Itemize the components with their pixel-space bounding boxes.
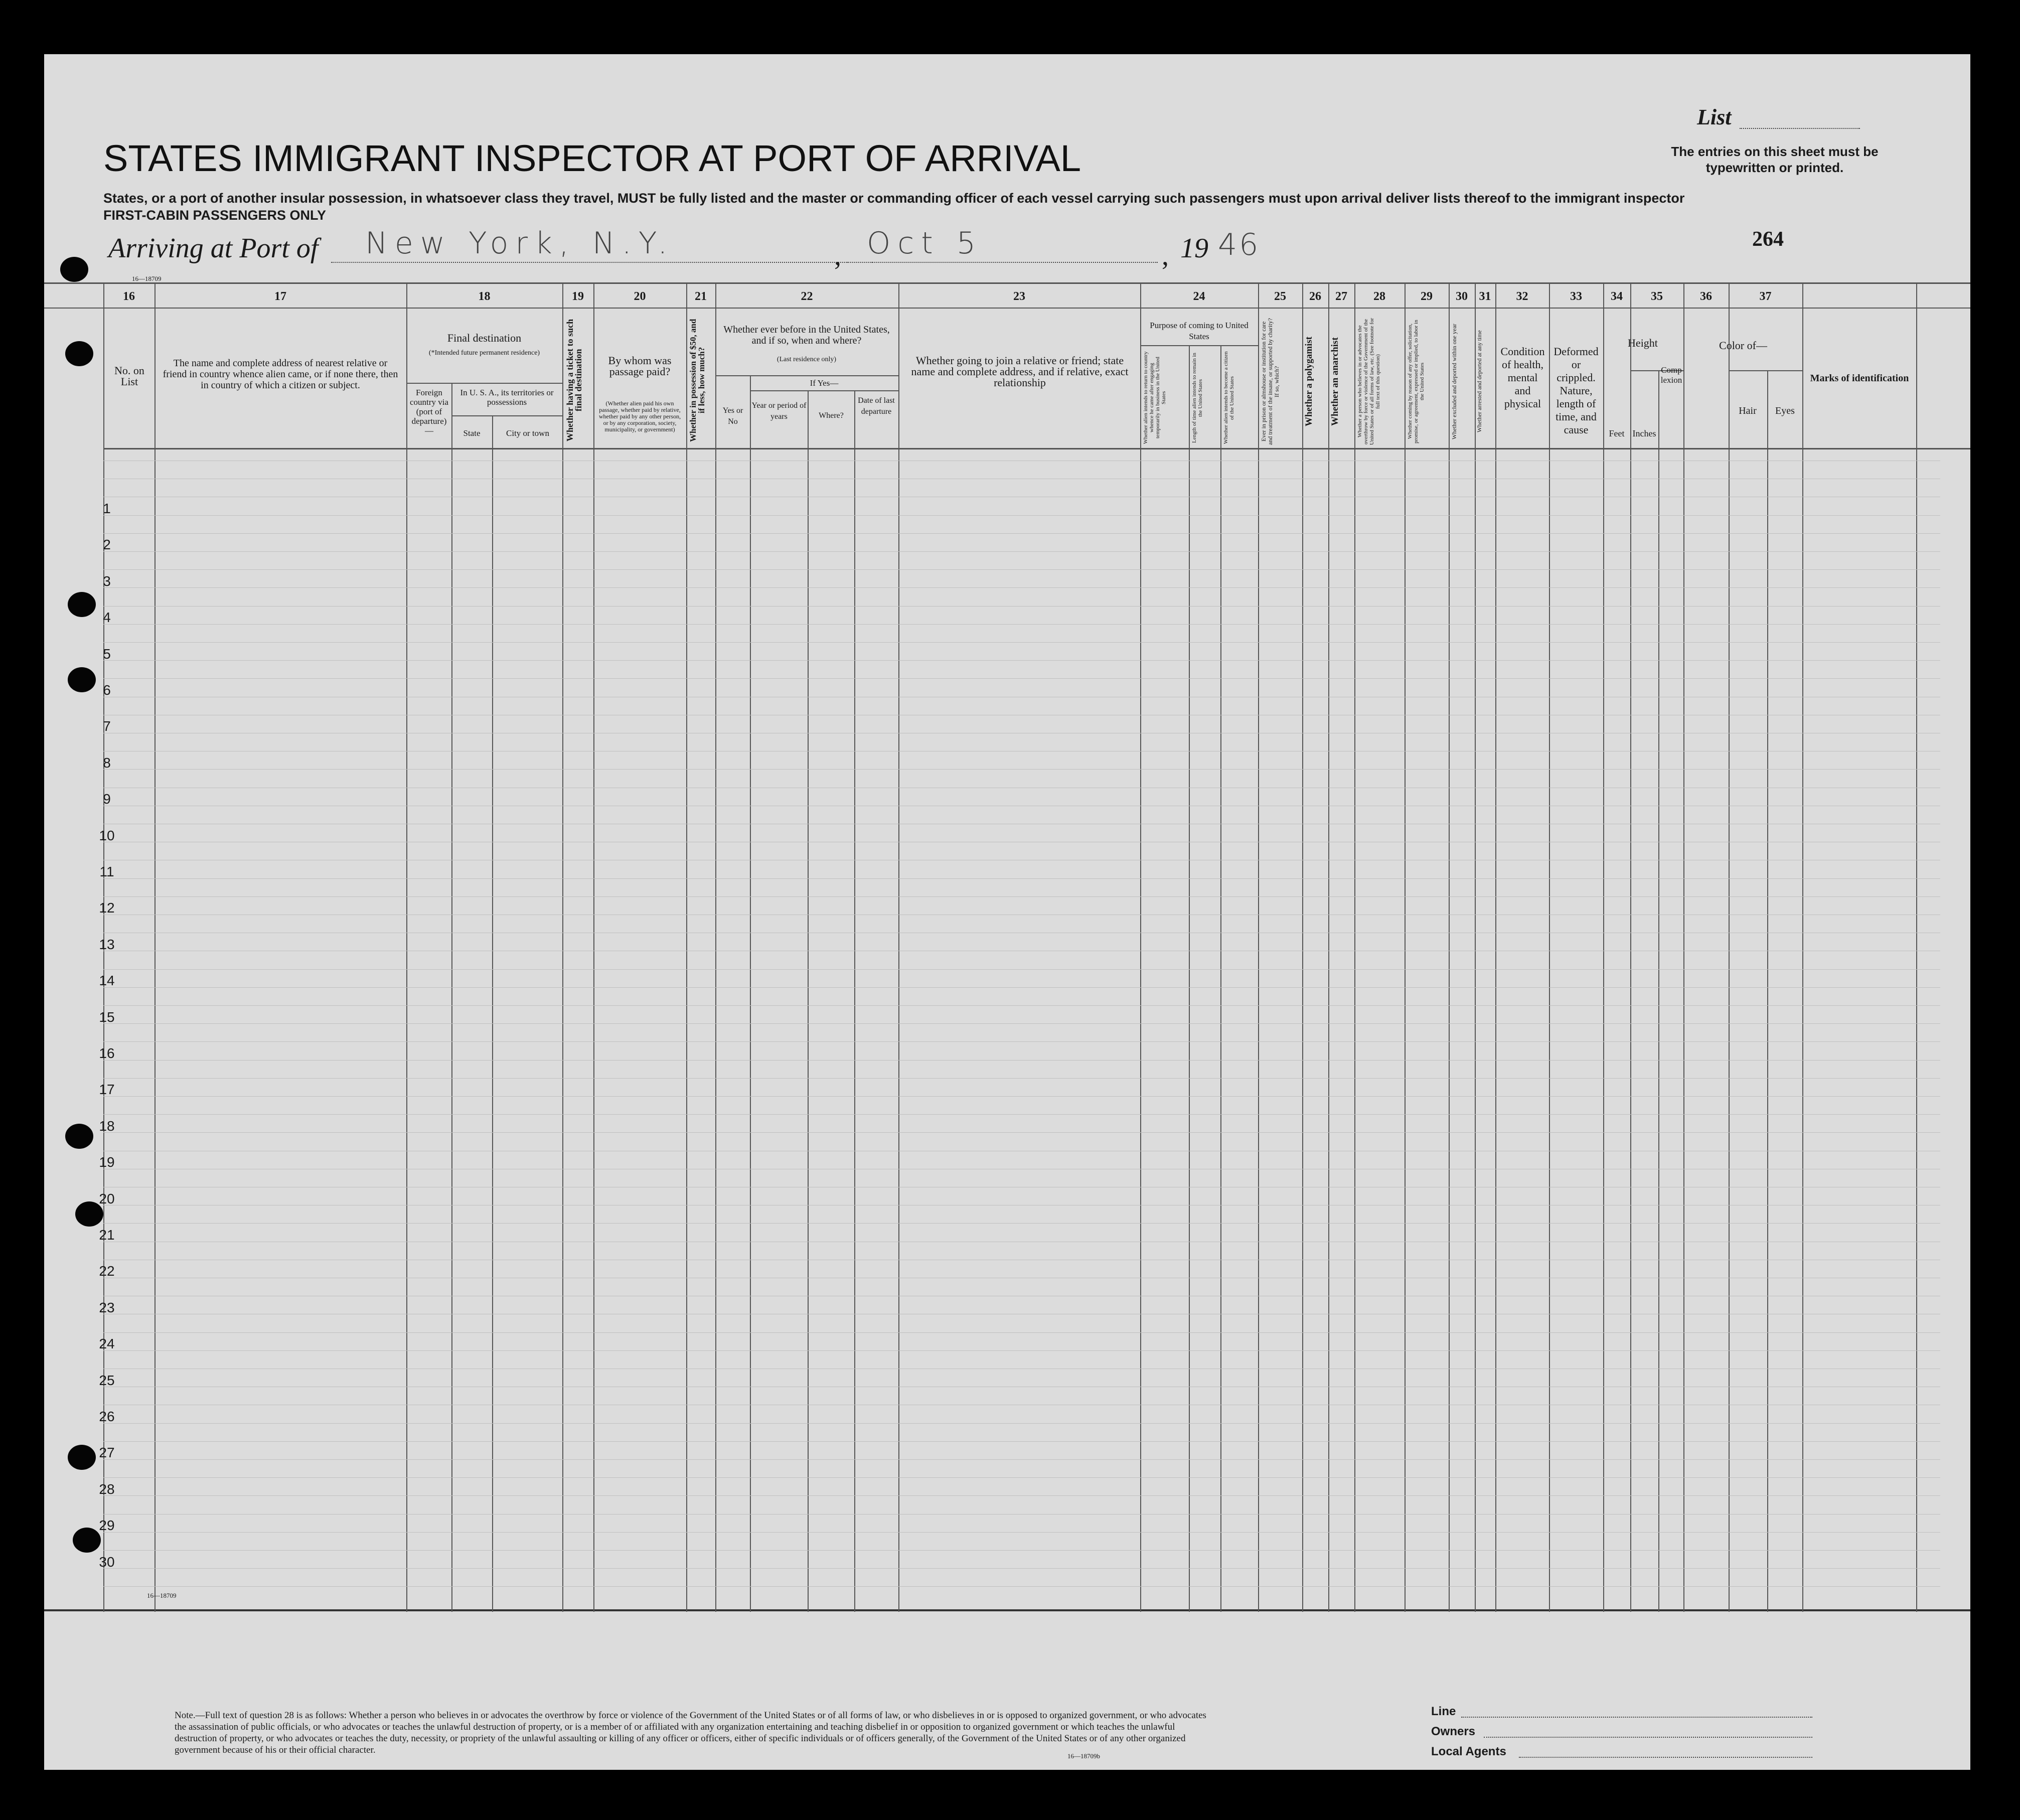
row-rule [103, 1132, 1940, 1133]
colnum-31: 31 [1479, 290, 1491, 303]
row-rule [103, 1495, 1940, 1496]
hdr-excluded: Whether excluded and deported within one year [1451, 324, 1458, 439]
row-rule [103, 551, 1940, 552]
colnum-19: 19 [572, 290, 584, 303]
row-number: 30 [99, 1554, 115, 1570]
col-line [1189, 345, 1190, 1612]
hdr-ticket: Whether having a ticket to such final destination [565, 319, 583, 442]
col-line [1220, 345, 1221, 1612]
colnum-24: 24 [1193, 290, 1205, 303]
col-line [750, 375, 751, 1612]
colnum-35: 35 [1651, 290, 1663, 303]
row-number: 3 [103, 573, 111, 589]
row-rule [103, 1114, 1940, 1115]
local-agents-label: Local Agents [1431, 1745, 1506, 1758]
col-line [406, 282, 407, 1612]
colnum-23: 23 [1013, 290, 1025, 303]
hdr-final-destination: Final destination [447, 332, 522, 344]
list-label: List [1697, 105, 1732, 129]
port-handwritten: New York, N.Y. [365, 226, 675, 261]
row-rule [103, 515, 1940, 516]
sub-rule [451, 415, 562, 416]
hdr-nearest-relative: The name and complete address of nearest relative or friend in country whence alien came, or if none there, then in country of which a citizen or subject. [163, 358, 398, 391]
hdr-passage-paid: By whom was passage paid? [608, 354, 672, 378]
row-rule [103, 1441, 1940, 1442]
colnum-32: 32 [1516, 290, 1528, 303]
row-number: 14 [99, 973, 115, 988]
line-label: Line [1431, 1705, 1456, 1718]
col-line [562, 282, 563, 1612]
col-line [1475, 282, 1476, 1612]
col-line [686, 282, 687, 1612]
punch-hole [65, 341, 93, 366]
local-agents-field[interactable] [1519, 1756, 1812, 1758]
row-number: 24 [99, 1336, 115, 1351]
row-rule [103, 1350, 1940, 1351]
col-line [1328, 282, 1329, 1612]
hdr-purpose-return: Whether alien intends to return to country whence he came after engaging temporarily in business in the United States [1143, 351, 1167, 444]
owners-field[interactable] [1484, 1736, 1812, 1738]
hdr-date-departure: Date of last departure [858, 396, 895, 416]
row-number: 12 [99, 900, 115, 916]
colnum-30: 30 [1456, 290, 1468, 303]
entries-note: The entries on this sheet must be typewritten or printed. [1671, 144, 1879, 175]
punch-hole [68, 592, 96, 617]
instruction-line-1: States, or a port of another insular possession, in whatsoever class they travel, MUST be fully listed and the master or commanding officer of each vessel carrying such passengers must upon arrival deliver lists thereof to the immigrant inspector [103, 191, 1685, 206]
hdr-hair: Hair [1739, 405, 1757, 416]
col-line [1495, 282, 1496, 1612]
col-line [1658, 370, 1659, 1612]
hdr-no-on-list: No. on List [114, 364, 144, 388]
hdr-arrested: Whether arrested and deported at any time [1476, 330, 1483, 433]
hdr-passage-paid-sub: (Whether alien paid his own passage, whether paid by relative, whether paid by any other person, or by any corporation, society, municipality, or government) [598, 400, 681, 433]
row-number: 25 [99, 1373, 115, 1388]
row-rule [103, 969, 1940, 970]
row-rule [103, 1568, 1940, 1569]
row-number: 4 [103, 610, 111, 625]
row-number: 29 [99, 1518, 115, 1533]
row-number: 5 [103, 646, 111, 662]
col-line [808, 390, 809, 1612]
year-prefix: 19 [1180, 233, 1208, 264]
hdr-purpose-citizen: Whether alien intends to become a citizen of the United States [1223, 351, 1235, 444]
arriving-label: Arriving at Port of [108, 233, 319, 264]
row-number: 2 [103, 537, 111, 552]
col-line [154, 282, 156, 1612]
col-line [1729, 282, 1730, 1612]
row-rule [103, 1586, 1940, 1587]
sub-rule [715, 375, 898, 376]
hdr-years: Year or period of years [751, 401, 807, 421]
row-number: 27 [99, 1445, 115, 1460]
sub-rule [1140, 345, 1258, 346]
row-number: 21 [99, 1227, 115, 1243]
row-number: 26 [99, 1409, 115, 1424]
row-rule [103, 1477, 1940, 1478]
colnum-34: 34 [1611, 290, 1623, 303]
form-code: 16—18709 [132, 275, 162, 282]
year-handwritten: 46 [1218, 227, 1261, 262]
manifest-sheet [44, 54, 1970, 1770]
instruction-line-2: FIRST-CABIN PASSENGERS ONLY [103, 208, 327, 223]
punch-hole [75, 1201, 103, 1227]
owners-label: Owners [1431, 1725, 1476, 1738]
colnum-37: 37 [1759, 290, 1772, 303]
row-rule [103, 1332, 1940, 1333]
col-line [1354, 282, 1355, 1612]
punch-hole [68, 667, 96, 692]
row-number: 6 [103, 682, 111, 698]
row-rule [103, 1041, 1940, 1042]
comma-2: , [1162, 240, 1169, 271]
row-rule [103, 1023, 1940, 1024]
hdr-inches-label: Inches [1632, 428, 1656, 438]
hdr-marks: Marks of identification [1810, 373, 1909, 384]
col-line [854, 390, 855, 1612]
punch-hole [68, 1445, 96, 1470]
col-line [1302, 282, 1303, 1612]
footnote-code: 16—18709b [1067, 1752, 1100, 1760]
colnum-33: 33 [1570, 290, 1582, 303]
row-number: 19 [99, 1154, 115, 1170]
row-rule [103, 1423, 1940, 1424]
row-rule [103, 569, 1940, 570]
hdr-purpose-length: Length of time alien intends to remain in the United States [1191, 353, 1203, 443]
row-number: 18 [99, 1118, 115, 1134]
date-handwritten: Oct 5 [867, 226, 983, 261]
colnum-rule [44, 308, 1970, 309]
row-rule [103, 678, 1940, 679]
row-rule [103, 1096, 1940, 1097]
table-bottom-rule [44, 1609, 1970, 1611]
comma: , [834, 240, 841, 271]
punch-hole [65, 1124, 93, 1149]
hdr-overthrow: Whether a person who believes in or advocates the overthrow by force or violence of the Government of the United States or of all forms of law, etc. (See footnote for full text of this question) [1357, 318, 1381, 445]
list-field[interactable] [1740, 127, 1860, 129]
row-number: 20 [99, 1191, 115, 1206]
row-number: 23 [99, 1300, 115, 1315]
row-rule [103, 1078, 1940, 1079]
col-line [1916, 282, 1917, 1612]
footnote: Note.—Full text of question 28 is as follows: Whether a person who believes in or advocates the overthrow by force or violence of the Government of the United States or of all forms of law, or who disbelieves in or is opposed to organized government, or who advocates the assassination of public officials, or who advocates or teaches the unlawful destruction of property, or is a member of or affiliated with any organization entertaining and teaching disbelief in or opposition to organized government or which teaches the unlawful destruction of property, or who advocates or teaches the duty, necessity, or propriety of the unlawful assaulting or killing of any officer or officers, either of specific individuals or of officers generally, of the Government of the United States or of any other organized government because of his or their official character. [175, 1710, 1206, 1755]
col-line [1603, 282, 1604, 1612]
row-rule [103, 1532, 1940, 1533]
row-rule [103, 1459, 1940, 1460]
punch-hole [60, 257, 88, 282]
hdr-where: Where? [819, 411, 844, 420]
row-rule [103, 1223, 1940, 1224]
row-rule [103, 1005, 1940, 1006]
hdr-ever-before: Whether ever before in the United States, and if so, when and where? [723, 324, 890, 346]
row-number: 1 [103, 501, 111, 516]
col-line [1683, 282, 1684, 1612]
hdr-eyes: Eyes [1775, 405, 1795, 416]
col-line [1449, 282, 1450, 1612]
hdr-foreign-country: Foreign country via (port of departure)— [410, 388, 448, 435]
colnum-17: 17 [274, 290, 286, 303]
row-rule [103, 587, 1940, 588]
header-bottom-rule [103, 448, 1970, 449]
col-line [715, 282, 716, 1612]
table-top-rule [44, 282, 1970, 284]
colnum-22: 22 [801, 290, 813, 303]
row-number: 17 [99, 1082, 115, 1097]
col-line [593, 282, 594, 1612]
hdr-prison: Ever in prison or almshouse or institution for care and treatment of the insane, or supported by charity? If so, which? [1260, 318, 1280, 445]
colnum-18: 18 [478, 290, 491, 303]
row-number: 22 [99, 1263, 115, 1279]
row-rule [103, 533, 1940, 534]
hdr-complexion: Complexion [1660, 365, 1682, 385]
bottom-form-code: 16—18709 [147, 1592, 177, 1599]
colnum-27: 27 [1335, 290, 1347, 303]
hdr-deformed: Deformed or crippled. Nature, length of time, and cause [1553, 345, 1599, 436]
sub-rule [1729, 370, 1802, 371]
colnum-21: 21 [695, 290, 707, 303]
hdr-height: Height [1628, 337, 1658, 349]
date-field[interactable] [847, 261, 1158, 263]
hdr-color-of: Color of— [1719, 339, 1767, 352]
hdr-in-usa: In U. S. A., its territories or possessions [460, 388, 554, 407]
row-rule [103, 1550, 1940, 1551]
row-number: 13 [99, 937, 115, 952]
row-number: 15 [99, 1009, 115, 1025]
sheet-number: 264 [1752, 228, 1784, 251]
row-rule [103, 660, 1940, 661]
row-number: 8 [103, 755, 111, 771]
line-field[interactable] [1461, 1716, 1812, 1718]
col-line [1140, 282, 1141, 1612]
colnum-36: 36 [1700, 290, 1712, 303]
row-rule [103, 878, 1940, 879]
row-rule [103, 896, 1940, 897]
row-number: 16 [99, 1045, 115, 1061]
hdr-fifty-dollars: Whether in possession of $50, and if less, how much? [688, 319, 706, 442]
hdr-ever-before-sub: (Last residence only) [776, 356, 837, 363]
row-number: 10 [99, 828, 115, 843]
colnum-26: 26 [1309, 290, 1321, 303]
hdr-join-relative: Whether going to join a relative or friend; state name and complete address, and if relative, exact relationship [911, 354, 1129, 389]
row-rule [103, 769, 1940, 770]
col-line [1258, 282, 1259, 1612]
row-number: 28 [99, 1481, 115, 1497]
row-number: 11 [99, 864, 114, 879]
page-title: STATES IMMIGRANT INSPECTOR AT PORT OF ARRIVAL [103, 137, 1081, 179]
col-line [492, 415, 493, 1612]
col-line [1767, 370, 1768, 1612]
punch-hole [73, 1528, 101, 1553]
hdr-feet [1605, 445, 1655, 511]
hdr-health: Condition of health, mental and physical [1500, 345, 1545, 410]
hdr-if-yes: If Yes— [810, 378, 839, 388]
row-number: 7 [103, 718, 111, 734]
col-line [1802, 282, 1803, 1612]
row-rule [103, 624, 1940, 625]
col-line [1405, 282, 1406, 1612]
hdr-anarchist: Whether an anarchist [1330, 337, 1340, 426]
colnum-25: 25 [1274, 290, 1286, 303]
colnum-28: 28 [1373, 290, 1385, 303]
hdr-city: City or town [506, 428, 549, 438]
row-number: 9 [103, 791, 111, 807]
port-field[interactable] [331, 261, 873, 263]
col-line [898, 282, 899, 1612]
hdr-yes-no: Yes or No [722, 406, 743, 426]
colnum-29: 29 [1421, 290, 1433, 303]
sub-rule [406, 383, 562, 384]
col-line [451, 383, 452, 1612]
hdr-feet-label: Feet [1609, 428, 1625, 438]
hdr-labor-offer: Whether coming by reason of any offer, solicitation, promise, or agreement, expressed or implied, to labor in the United States [1407, 320, 1425, 443]
row-rule [103, 987, 1940, 988]
hdr-polygamist: Whether a polygamist [1304, 336, 1314, 427]
row-rule [103, 642, 1940, 643]
colnum-20: 20 [634, 290, 646, 303]
hdr-state: State [463, 428, 481, 438]
hdr-purpose: Purpose of coming to United States [1150, 321, 1249, 341]
sub-rule [750, 390, 898, 391]
colnum-16: 16 [123, 290, 135, 303]
hdr-final-destination-sub: (*Intended future permanent residence) [428, 349, 540, 357]
col-line [1549, 282, 1550, 1612]
